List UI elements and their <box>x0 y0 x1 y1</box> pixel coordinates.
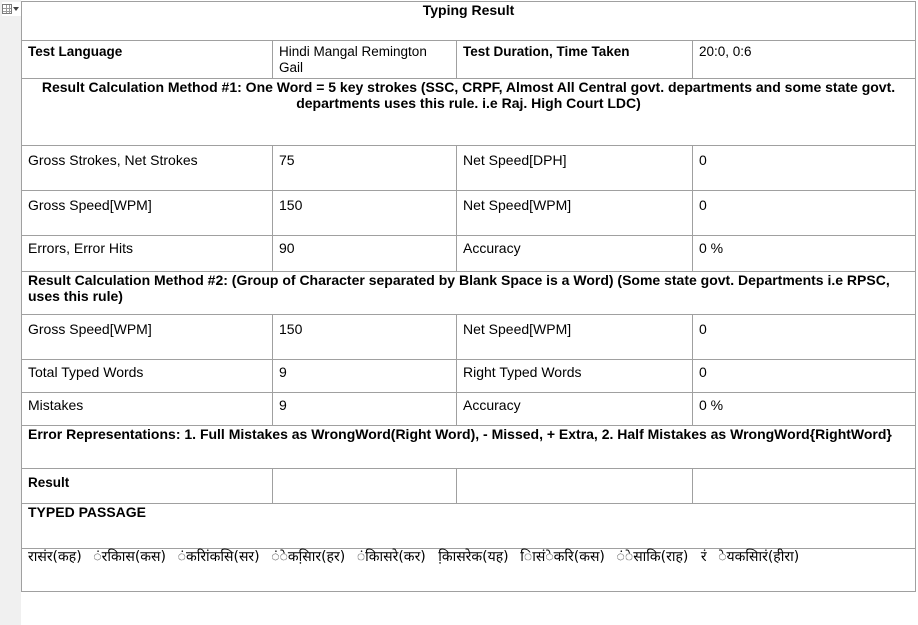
net-speed-wpm-label: Net Speed[WPM] <box>457 191 693 236</box>
errors-label: Errors, Error Hits <box>22 236 273 272</box>
typed-passage-label: TYPED PASSAGE <box>22 504 916 549</box>
method2-heading: Result Calculation Method #2: (Group of Character separated by Blank Space is a Word) (Some state govt. Departments i.e RPSC, uses this rule) <box>22 272 916 315</box>
typed-word: ंकािसरे(कर) <box>365 549 426 565</box>
test-language-label: Test Language <box>22 41 273 79</box>
typing-result-table <box>21 1 916 592</box>
typed-passage-text <box>22 549 916 592</box>
typed-word: ंेसाकि(राह) <box>633 549 689 565</box>
result-row <box>22 469 916 504</box>
accuracy-label: Accuracy <box>457 393 693 426</box>
typed-word: ािसंेकरि(कस) <box>535 549 605 565</box>
result-value-1 <box>273 469 457 504</box>
left-margin-gutter <box>0 0 21 625</box>
gross-speed-label: Gross Speed[WPM] <box>22 191 273 236</box>
typed-word: काि़सरेक(यह) <box>438 549 509 565</box>
gross-speed-value: 150 <box>273 191 457 236</box>
result-value-3 <box>693 469 916 504</box>
method1-row <box>22 236 916 272</box>
gross-speed-value: 150 <box>273 315 457 360</box>
page-title: Typing Result <box>22 2 916 41</box>
net-speed-wpm-value: 0 <box>693 191 916 236</box>
total-typed-words-value: 9 <box>273 360 457 393</box>
test-duration-value: 20:0, 0:6 <box>693 41 916 79</box>
typed-passage-heading-row <box>22 504 916 549</box>
result-value-2 <box>457 469 693 504</box>
gross-net-strokes-value: 75 <box>273 146 457 191</box>
chevron-down-icon <box>13 7 19 11</box>
mistakes-label: Mistakes <box>22 393 273 426</box>
typed-word: ंकरिांकसि(सर) <box>185 549 260 565</box>
typed-word: रासंर(कह) <box>28 549 82 565</box>
result-label: Result <box>22 469 273 504</box>
title-row <box>22 2 916 41</box>
accuracy-value: 0 % <box>693 393 916 426</box>
error-representation-row <box>22 426 916 469</box>
net-speed-wpm-label: Net Speed[WPM] <box>457 315 693 360</box>
method2-row <box>22 360 916 393</box>
net-speed-wpm-value: 0 <box>693 315 916 360</box>
gross-net-strokes-label: Gross Strokes, Net Strokes <box>22 146 273 191</box>
method2-row <box>22 315 916 360</box>
method1-row <box>22 146 916 191</box>
accuracy-label: Accuracy <box>457 236 693 272</box>
net-speed-dph-value: 0 <box>693 146 916 191</box>
table-grid-icon <box>2 4 12 14</box>
right-typed-words-value: 0 <box>693 360 916 393</box>
test-language-value: Hindi Mangal Remington Gail <box>273 41 457 79</box>
error-representation-note: Error Representations: 1. Full Mistakes as WrongWord(Right Word), - Missed, + Extra, 2. Half Mistakes as WrongWord{RightWord} <box>22 426 916 469</box>
errors-value: 90 <box>273 236 457 272</box>
total-typed-words-label: Total Typed Words <box>22 360 273 393</box>
method2-heading-row <box>22 272 916 315</box>
net-speed-dph-label: Net Speed[DPH] <box>457 146 693 191</box>
test-duration-label: Test Duration, Time Taken <box>457 41 693 79</box>
typed-word: रं <box>700 549 707 565</box>
method1-heading: Result Calculation Method #1: One Word = 5 key strokes (SSC, CRPF, Almost All Central govt. departments and some state govt. departments uses this rule. i.e Raj. High Court LDC) <box>22 79 916 146</box>
typed-passage-row <box>22 549 916 592</box>
mistakes-value: 9 <box>273 393 457 426</box>
right-typed-words-label: Right Typed Words <box>457 360 693 393</box>
accuracy-value: 0 % <box>693 236 916 272</box>
typed-word: ेयकसािरं(हीरा) <box>726 549 800 565</box>
method2-row <box>22 393 916 426</box>
method1-row <box>22 191 916 236</box>
typed-word: ंेकसाि़र(हर) <box>287 549 346 565</box>
typed-word: ंरकािस(कस) <box>101 549 166 565</box>
method1-heading-row <box>22 79 916 146</box>
info-row <box>22 41 916 79</box>
gross-speed-label: Gross Speed[WPM] <box>22 315 273 360</box>
